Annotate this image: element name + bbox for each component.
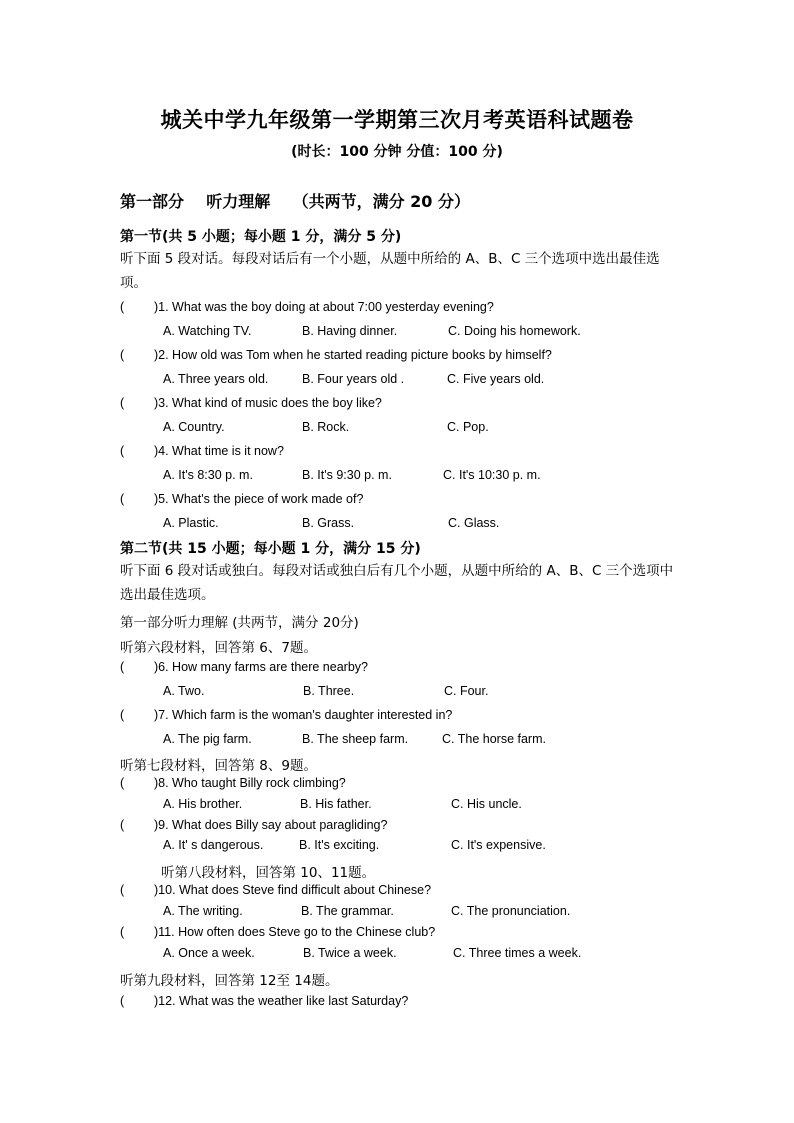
option-c: C. It's expensive.	[451, 838, 546, 852]
question-7	[120, 708, 452, 722]
answer-blank[interactable]: (	[120, 708, 125, 722]
material-8-label: 听第八段材料，回答第 10、11题。	[161, 865, 376, 881]
option-b: B. Having dinner.	[302, 324, 398, 338]
exam-title: 城关中学九年级第一学期第三次月考英语科试题卷	[160, 108, 634, 132]
question-1	[120, 300, 494, 314]
answer-blank[interactable]: (	[120, 660, 125, 674]
answer-blank[interactable]: (	[120, 300, 125, 314]
answer-blank[interactable]: (	[120, 818, 125, 832]
question-stem: )2. How old was Tom when he started reading picture books by himself?	[154, 348, 552, 362]
option-b: B. The grammar.	[301, 904, 394, 918]
question-11	[120, 925, 435, 939]
part1-heading: 第一部分 听力理解 （共两节，满分 20 分）	[120, 192, 470, 211]
exam-subtitle: (时长：100 分钟 分值：100 分)	[291, 144, 503, 160]
option-a: A. Three years old.	[163, 372, 269, 386]
option-c: C. It's 10:30 p. m.	[443, 468, 541, 482]
question-stem: )5. What's the piece of work made of?	[154, 492, 364, 506]
repeat-part-heading: 第一部分听力理解 (共两节，满分 20分)	[120, 615, 359, 631]
option-b: B. Twice a week.	[303, 946, 397, 960]
question-stem: )6. How many farms are there nearby?	[154, 660, 368, 674]
question-12	[120, 994, 408, 1008]
answer-blank[interactable]: (	[120, 348, 125, 362]
option-b: B. It's 9:30 p. m.	[302, 468, 392, 482]
material-7-label: 听第七段材料，回答第 8、9题。	[120, 758, 317, 774]
option-a: A. It's 8:30 p. m.	[163, 468, 253, 482]
question-stem: )4. What time is it now?	[154, 444, 284, 458]
section2-heading: 第二节(共 15 小题；每小题 1 分，满分 15 分)	[120, 541, 421, 557]
question-stem: )12. What was the weather like last Saturday?	[154, 994, 409, 1008]
option-b: B. His father.	[300, 797, 372, 811]
option-a: A. Two.	[163, 684, 205, 698]
option-c: C. His uncle.	[451, 797, 522, 811]
question-10	[120, 883, 431, 897]
option-c: C. Five years old.	[447, 372, 545, 386]
option-c: C. Three times a week.	[453, 946, 582, 960]
option-c: C. Doing his homework.	[448, 324, 581, 338]
option-c: C. Glass.	[448, 516, 500, 530]
question-stem: )3. What kind of music does the boy like?	[154, 396, 382, 410]
question-5	[120, 492, 363, 506]
answer-blank[interactable]: (	[120, 776, 125, 790]
question-stem: )8. Who taught Billy rock climbing?	[154, 776, 346, 790]
option-c: C. The pronunciation.	[451, 904, 571, 918]
option-b: B. Four years old .	[302, 372, 405, 386]
question-4	[120, 444, 284, 458]
question-stem: )9. What does Billy say about paragliding?	[154, 818, 388, 832]
question-6	[120, 660, 368, 674]
question-stem: )7. Which farm is the woman's daughter interested in?	[154, 708, 453, 722]
answer-blank[interactable]: (	[120, 925, 125, 939]
option-b: B. It's exciting.	[299, 838, 380, 852]
section1-heading: 第一节(共 5 小题；每小题 1 分，满分 5 分)	[120, 229, 402, 245]
option-a: A. Once a week.	[163, 946, 255, 960]
question-3	[120, 396, 382, 410]
option-a: A. Watching TV.	[163, 324, 252, 338]
option-a: A. Plastic.	[163, 516, 219, 530]
option-a: A. It' s dangerous.	[163, 838, 264, 852]
answer-blank[interactable]: (	[120, 492, 125, 506]
answer-blank[interactable]: (	[120, 994, 125, 1008]
question-stem: )10. What does Steve find difficult about Chinese?	[154, 883, 432, 897]
answer-blank[interactable]: (	[120, 883, 125, 897]
material-9-label: 听第九段材料，回答第 12至 14题。	[120, 973, 339, 989]
option-a: A. The writing.	[163, 904, 243, 918]
answer-blank[interactable]: (	[120, 444, 125, 458]
option-b: B. Three.	[303, 684, 355, 698]
section1-instruction: 听下面 5 段对话。每段对话后有一个小题，从题中所给的 A、B、C 三个选项中选出最佳选项。	[120, 251, 660, 291]
option-b: B. The sheep farm.	[302, 732, 409, 746]
question-stem: )1. What was the boy doing at about 7:00 yesterday evening?	[154, 300, 494, 314]
option-b: B. Rock.	[302, 420, 350, 434]
option-a: A. Country.	[163, 420, 225, 434]
option-c: C. Pop.	[447, 420, 489, 434]
option-c: C. Four.	[444, 684, 489, 698]
question-2	[120, 348, 552, 362]
option-b: B. Grass.	[302, 516, 355, 530]
option-c: C. The horse farm.	[442, 732, 546, 746]
option-a: A. His brother.	[163, 797, 243, 811]
question-9	[120, 818, 387, 832]
material-6-label: 听第六段材料，回答第 6、7题。	[120, 640, 317, 656]
option-a: A. The pig farm.	[163, 732, 252, 746]
section2-instruction: 听下面 6 段对话或独白。每段对话或独白后有几个小题，从题中所给的 A、B、C 三个选项中选出最佳选项。	[120, 563, 674, 603]
question-stem: )11. How often does Steve go to the Chinese club?	[154, 925, 436, 939]
question-8	[120, 776, 346, 790]
answer-blank[interactable]: (	[120, 396, 125, 410]
